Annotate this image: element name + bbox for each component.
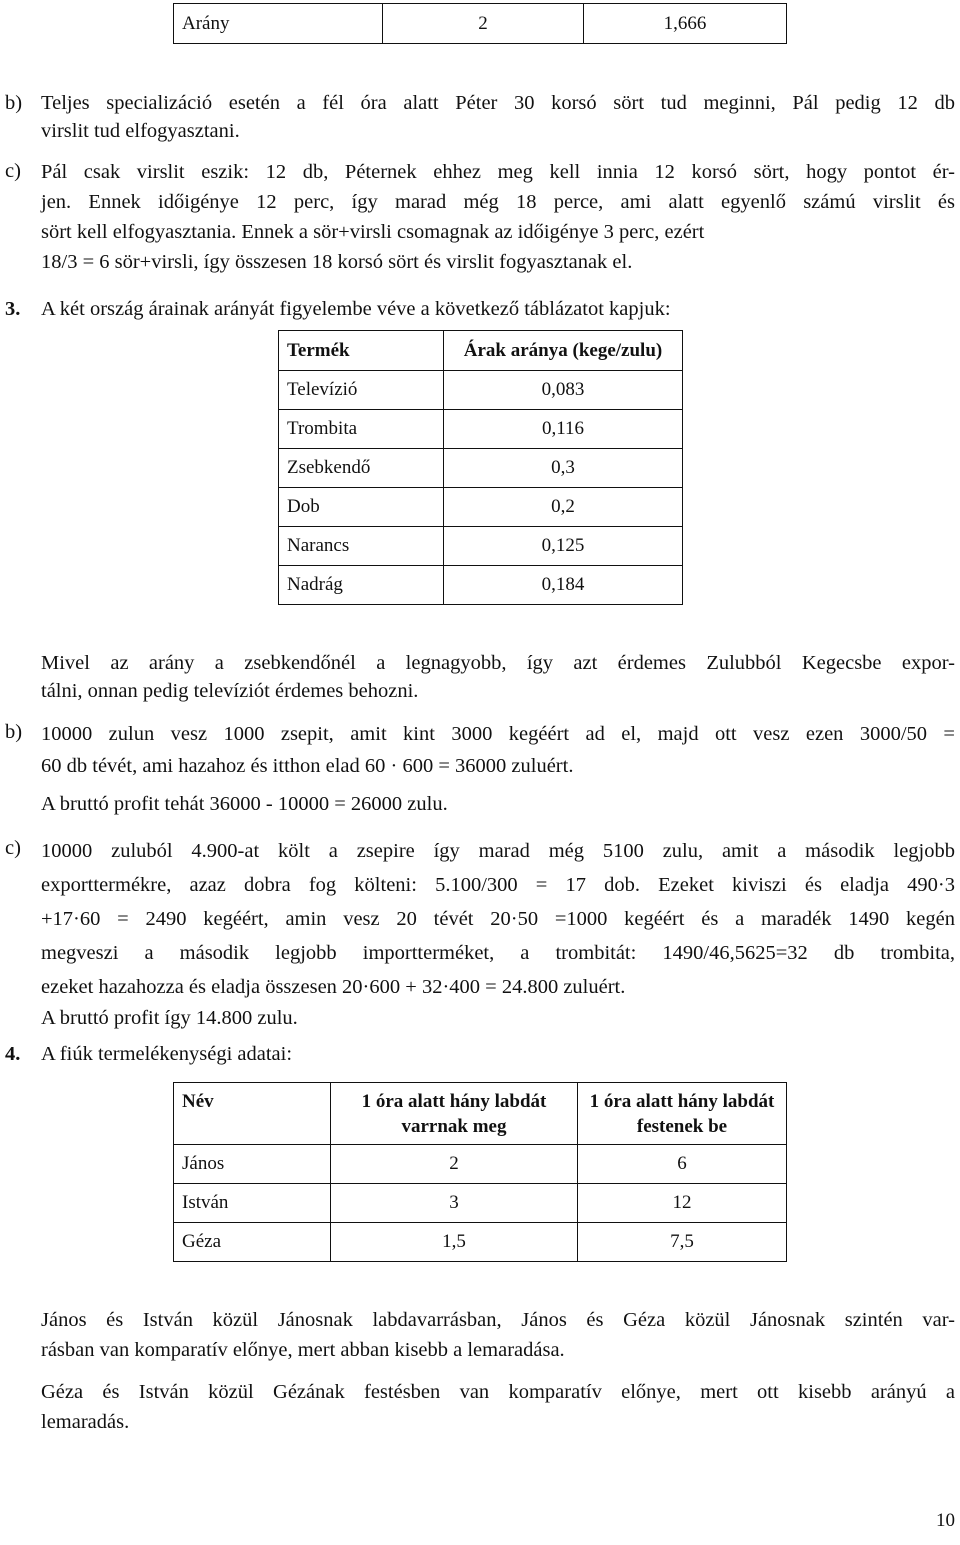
text-line: sört kell elfogyasztania. Ennek a sör+virsli csomagnak az időigénye 3 perc, ezért xyxy=(41,221,705,243)
ratio-label-cell: Arány xyxy=(174,4,383,44)
table-row xyxy=(279,371,683,410)
table-row xyxy=(174,1184,787,1223)
sewing-cell: 1,5 xyxy=(331,1223,578,1262)
section-2c-label: c) xyxy=(5,160,21,182)
product-cell: Dob xyxy=(279,488,444,527)
table-header-sewing: 1 óra alatt hány labdát varrnak meg xyxy=(331,1083,578,1145)
section-3c-text xyxy=(41,834,955,1004)
name-cell: István xyxy=(174,1184,331,1223)
ratio-row-table xyxy=(173,3,787,44)
section-4-paragraph-2 xyxy=(41,1377,955,1437)
table-header-ratio: Árak aránya (kege/zulu) xyxy=(444,331,683,371)
name-cell: János xyxy=(174,1145,331,1184)
section-3b-text xyxy=(41,718,955,782)
table-row xyxy=(279,566,683,605)
text-line: rásban van komparatív előnye, mert abban kisebb a lemaradása. xyxy=(41,1339,565,1361)
table-header-product: Termék xyxy=(279,331,444,371)
text-line: tálni, onnan pedig televíziót érdemes behozni. xyxy=(41,680,419,702)
section-2c-text xyxy=(41,157,955,277)
page-number: 10 xyxy=(936,1510,955,1531)
section-3-number: 3. xyxy=(5,298,21,320)
text-line: 10000 zulun vesz 1000 zsepit, amit kint 3000 kegéért ad el, majd ott vesz ezen 3000/50 = xyxy=(41,723,955,745)
table-row xyxy=(279,527,683,566)
section-3-conclusion xyxy=(41,649,955,705)
text-line: Mivel az arány a zsebkendőnél a legnagyobb, így azt érdemes Zulubból Kegecsbe expor- xyxy=(41,652,955,674)
ratio-cell: 0,184 xyxy=(444,566,683,605)
section-3b-profit: A bruttó profit tehát 36000 - 10000 = 26000 zulu. xyxy=(41,793,448,815)
sewing-cell: 2 xyxy=(331,1145,578,1184)
ratio-cell: 0,116 xyxy=(444,410,683,449)
ratio-value-1-cell: 2 xyxy=(383,4,584,44)
text-line: exporttermékre, azaz dobra fog költeni: 5.100/300 = 17 dob. Ezeket kiviszi és eladja 490·3 xyxy=(41,874,955,896)
ratio-value-2-cell: 1,666 xyxy=(584,4,787,44)
text-line: lemaradás. xyxy=(41,1411,130,1433)
section-2b-text xyxy=(41,89,955,145)
product-cell: Narancs xyxy=(279,527,444,566)
product-cell: Trombita xyxy=(279,410,444,449)
table-row xyxy=(279,410,683,449)
section-4-paragraph-1 xyxy=(41,1305,955,1365)
text-line: Teljes specializáció esetén a fél óra alatt Péter 30 korsó sört tud meginni, Pál pedig 12 db xyxy=(41,92,955,114)
product-cell: Zsebkendő xyxy=(279,449,444,488)
text-line: virslit tud elfogyasztani. xyxy=(41,120,240,142)
ratio-cell: 0,125 xyxy=(444,527,683,566)
ratio-cell: 0,2 xyxy=(444,488,683,527)
painting-cell: 12 xyxy=(578,1184,787,1223)
painting-cell: 7,5 xyxy=(578,1223,787,1262)
section-3b-label: b) xyxy=(5,721,23,743)
text-line: jen. Ennek időigénye 12 perc, így marad még 18 perce, ami alatt egyenlő számú virslit és xyxy=(41,191,955,213)
table-header-name: Név xyxy=(174,1083,331,1145)
section-4-number: 4. xyxy=(5,1043,21,1065)
text-line: 10000 zuluból 4.900-at költ a zsepire így marad még 5100 zulu, amit a második legjobb xyxy=(41,840,955,862)
name-cell: Géza xyxy=(174,1223,331,1262)
section-3-intro: A két ország árainak arányát figyelembe véve a következő táblázatot kapjuk: xyxy=(41,298,671,320)
painting-cell: 6 xyxy=(578,1145,787,1184)
productivity-table xyxy=(173,1082,787,1262)
text-line: Géza és István közül Gézának festésben van komparatív előnye, mert ott kisebb arányú a xyxy=(41,1381,955,1403)
product-cell: Televízió xyxy=(279,371,444,410)
product-cell: Nadrág xyxy=(279,566,444,605)
section-4-intro: A fiúk termelékenységi adatai: xyxy=(41,1043,293,1065)
ratio-cell: 0,083 xyxy=(444,371,683,410)
sewing-cell: 3 xyxy=(331,1184,578,1223)
text-line: Pál csak virslit eszik: 12 db, Péternek ehhez meg kell innia 12 korsó sört, hogy pontot ér- xyxy=(41,161,955,183)
text-line: +17·60 = 2490 kegéért, amin vesz 20 tévét 20·50 =1000 kegéért és a maradék 1490 kegén xyxy=(41,908,955,930)
section-3c-profit: A bruttó profit így 14.800 zulu. xyxy=(41,1007,298,1029)
table-row xyxy=(279,488,683,527)
table-row xyxy=(174,1145,787,1184)
section-3c-label: c) xyxy=(5,837,21,859)
text-line: megveszi a második legjobb importterméket, a trombitát: 1490/46,5625=32 db trombita, xyxy=(41,942,955,964)
section-2b-label: b) xyxy=(5,92,23,114)
text-line: 18/3 = 6 sör+virsli, így összesen 18 korsó sört és virslit fogyasztanak el. xyxy=(41,251,633,273)
table-row xyxy=(279,449,683,488)
price-ratio-table xyxy=(278,330,683,605)
table-row xyxy=(174,1223,787,1262)
ratio-cell: 0,3 xyxy=(444,449,683,488)
table-header-painting: 1 óra alatt hány labdát festenek be xyxy=(578,1083,787,1145)
text-line: 60 db tévét, ami hazahoz és itthon elad 60 · 600 = 36000 zuluért. xyxy=(41,755,574,777)
text-line: János és István közül Jánosnak labdavarrásban, János és Géza közül Jánosnak szintén var- xyxy=(41,1309,955,1331)
text-line: ezeket hazahozza és eladja összesen 20·600 + 32·400 = 24.800 zuluért. xyxy=(41,976,626,998)
